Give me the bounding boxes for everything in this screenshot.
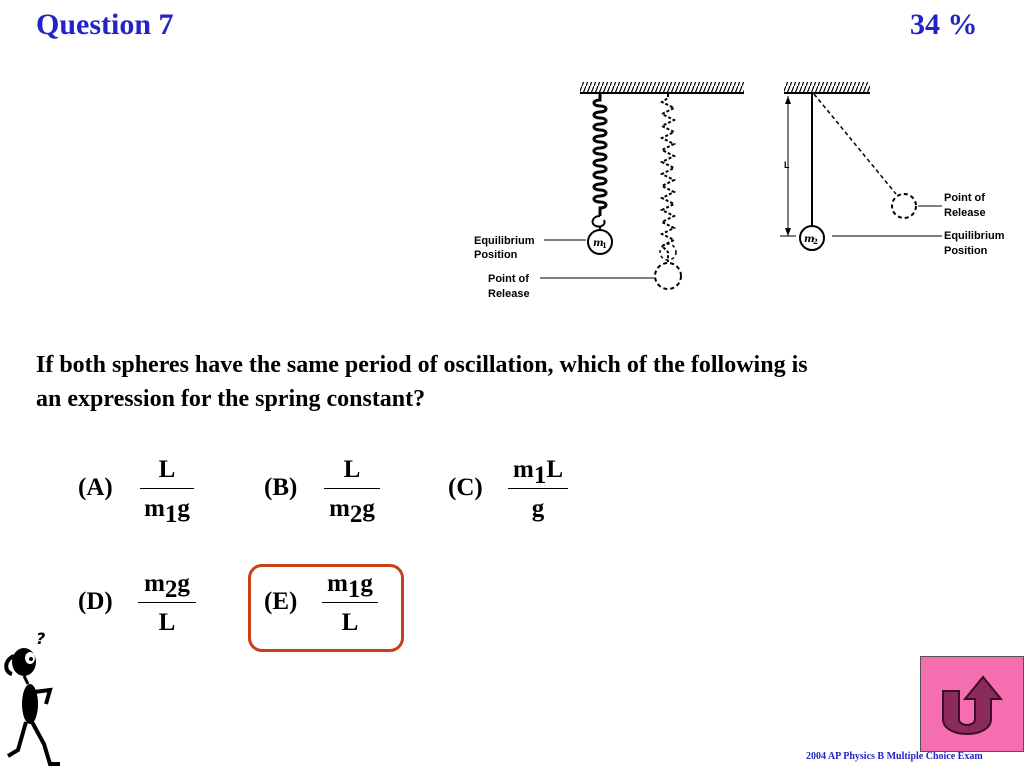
m2-sub: 2 [813, 237, 818, 246]
choice-e-numerator: $m_1g$ [327, 570, 373, 603]
pendulum-ceiling [784, 82, 870, 92]
question-text: If both spheres have the same period of oscillation, which of the following is an expression for the spring constant? [36, 352, 808, 412]
percent-correct: 34 % [910, 8, 978, 41]
choice-b-numerator: L [343, 456, 361, 483]
choice-c-denominator: g [531, 495, 545, 522]
spring-release-label-2: Release [488, 288, 530, 300]
return-button[interactable] [920, 656, 1024, 752]
m1-sub: 1 [602, 241, 607, 250]
spring-equilibrium-label-2: Position [474, 249, 518, 261]
fraction-bar [324, 488, 380, 489]
choice-a-label[interactable]: (A) [78, 474, 113, 501]
pendulum-release-label-2: Release [944, 207, 986, 219]
choice-e-label[interactable]: (E) [264, 588, 298, 615]
length-label: L [784, 160, 790, 170]
return-arrow-icon [921, 657, 1023, 751]
spring-equilibrium-label: Equilibrium [474, 235, 535, 247]
choice-b-label[interactable]: (B) [264, 474, 298, 501]
choice-e-fraction[interactable] [322, 568, 378, 639]
choice-a-fraction[interactable] [140, 454, 194, 528]
question-mark: ? [36, 629, 46, 648]
pendulum-release-label: Point of [944, 192, 985, 204]
choice-a-denominator: $m_1g$ [144, 495, 190, 528]
choice-b-fraction[interactable] [324, 454, 380, 528]
footer-source: 2004 AP Physics B Multiple Choice Exam [806, 751, 983, 762]
m2-label: m [804, 234, 815, 245]
choice-c-fraction[interactable] [508, 454, 568, 525]
pendulum-displaced-string [814, 94, 896, 194]
choice-d-fraction[interactable] [138, 568, 196, 639]
pendulum-equilibrium-label: Equilibrium [944, 230, 1005, 242]
mass-m1-released [655, 263, 681, 289]
spring-ceiling [580, 82, 744, 92]
fraction-bar [140, 488, 194, 489]
choice-c-numerator: $m_1L$ [512, 456, 563, 489]
question-title: Question 7 [36, 8, 174, 41]
choice-d-label[interactable]: (D) [78, 588, 113, 615]
choice-e-denominator: L [341, 609, 359, 636]
m1-label: m [593, 238, 604, 249]
choice-a-numerator: L [158, 456, 176, 483]
choice-b-denominator: $m_2g$ [329, 495, 375, 528]
pendulum-equilibrium-label-2: Position [944, 245, 988, 257]
spring-pendulum-diagram [466, 76, 1022, 312]
choice-d-numerator: $m_2g$ [144, 570, 190, 603]
stretched-spring [662, 94, 674, 262]
thinking-figure-icon [0, 626, 70, 768]
mass-m2-released [892, 194, 916, 218]
choice-d-denominator: L [158, 609, 176, 636]
choice-c-label[interactable]: (C) [448, 474, 483, 501]
spring-coil [593, 94, 606, 232]
spring-release-label: Point of [488, 273, 529, 285]
